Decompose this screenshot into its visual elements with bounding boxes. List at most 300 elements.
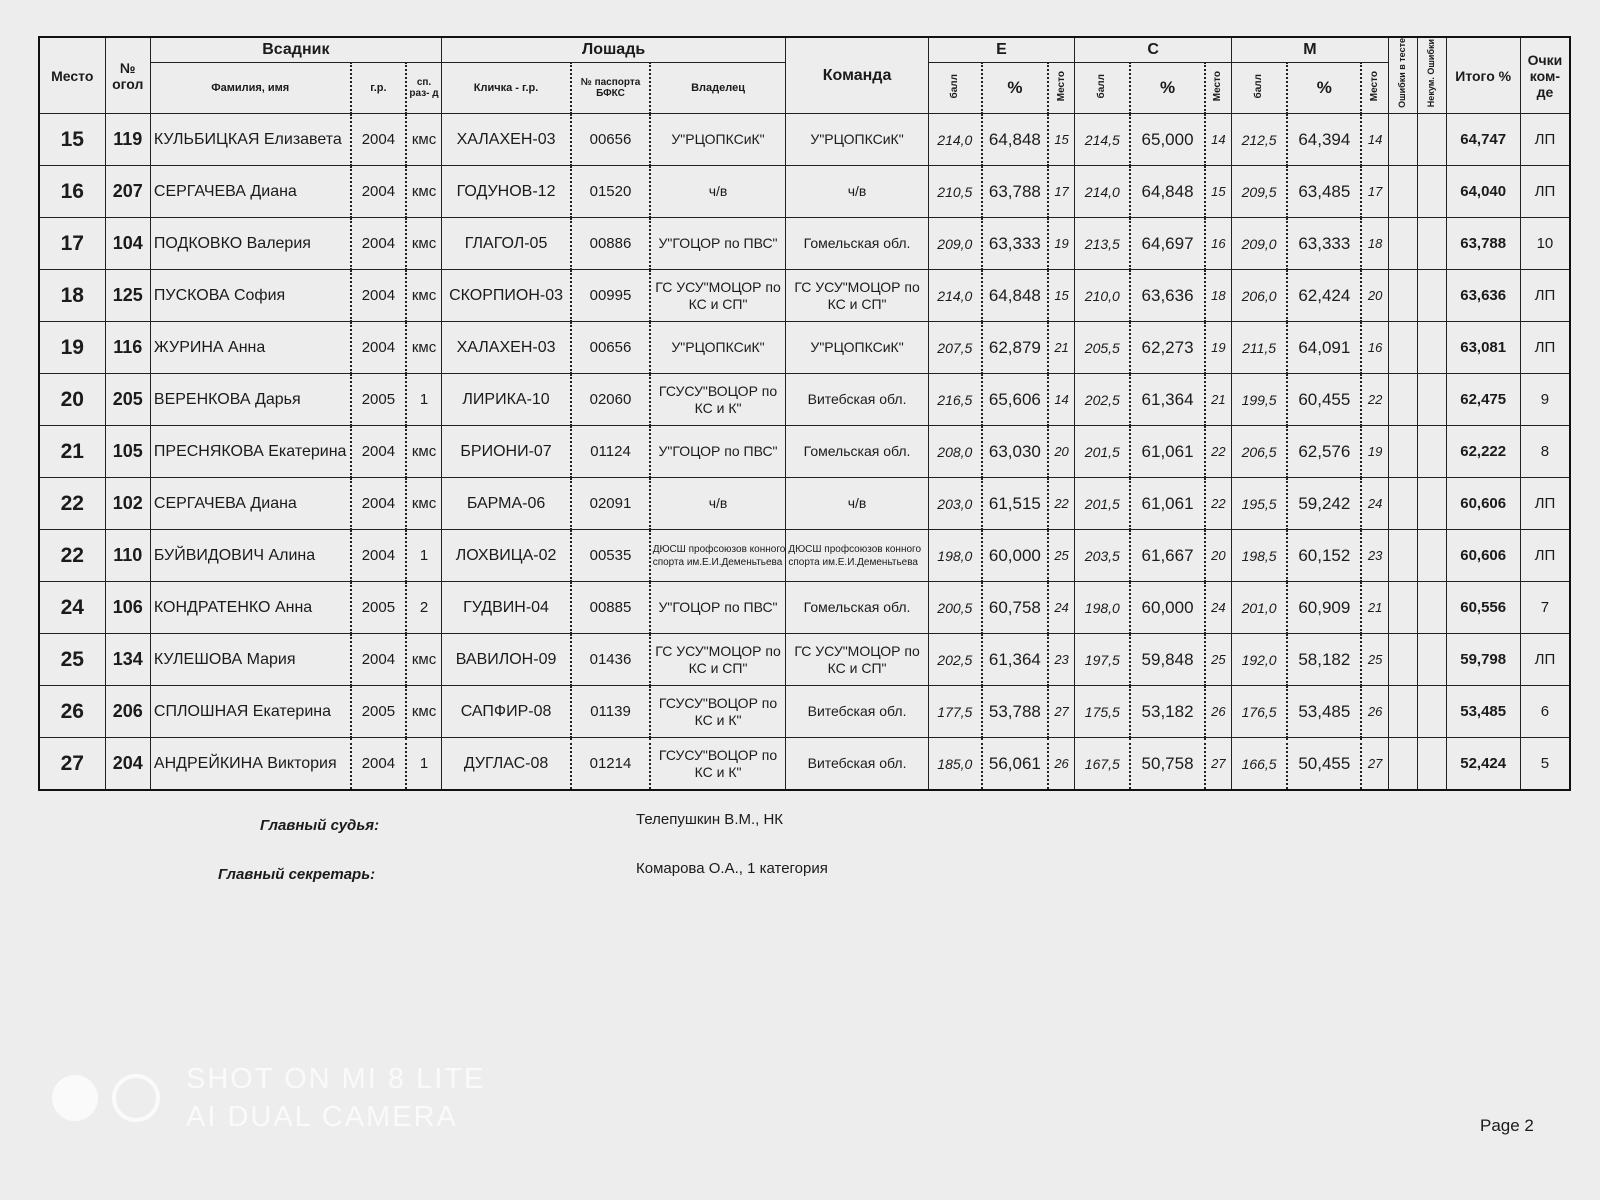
page-number: Page 2 [1480, 1116, 1534, 1135]
c-place-cell: 15 [1205, 166, 1232, 218]
m-score-cell: 198,5 [1231, 530, 1287, 582]
e-score-cell: 214,0 [928, 114, 982, 166]
c-percent-cell: 53,182 [1130, 686, 1204, 738]
c-place-cell: 16 [1205, 218, 1232, 270]
bib-cell: 106 [105, 582, 150, 634]
e-place-cell: 24 [1048, 582, 1075, 634]
watermark-ring-icon [112, 1074, 160, 1122]
c-percent-cell: 61,061 [1130, 426, 1204, 478]
e-percent-cell: 61,364 [982, 634, 1048, 686]
total-percent-cell: 63,636 [1446, 270, 1520, 322]
header-team: Команда [786, 37, 928, 114]
birth-year-cell: 2004 [351, 738, 407, 791]
e-score-cell: 207,5 [928, 322, 982, 374]
header-birth-year: г.р. [351, 63, 407, 114]
owner-cell: ГС УСУ"МОЦОР по КС и СП" [650, 270, 786, 322]
team-cell: Витебская обл. [786, 738, 928, 791]
header-m-percent: % [1287, 63, 1361, 114]
c-place-cell: 24 [1205, 582, 1232, 634]
horse-name-cell: БРИОНИ-07 [441, 426, 571, 478]
e-percent-cell: 65,606 [982, 374, 1048, 426]
m-percent-cell: 63,333 [1287, 218, 1361, 270]
c-score-cell: 214,5 [1075, 114, 1131, 166]
owner-cell: ГС УСУ"МОЦОР по КС и СП" [650, 634, 786, 686]
c-score-cell: 203,5 [1075, 530, 1131, 582]
errors-test-cell [1388, 218, 1417, 270]
watermark-line2: AI DUAL CAMERA [186, 1101, 458, 1133]
rank-cell: кмс [406, 478, 441, 530]
place-cell: 24 [39, 582, 105, 634]
team-cell: ч/в [786, 478, 928, 530]
e-score-cell: 185,0 [928, 738, 982, 791]
errors-test-cell [1388, 114, 1417, 166]
place-cell: 25 [39, 634, 105, 686]
m-percent-cell: 62,576 [1287, 426, 1361, 478]
birth-year-cell: 2004 [351, 166, 407, 218]
total-percent-cell: 62,222 [1446, 426, 1520, 478]
errors-test-cell [1388, 322, 1417, 374]
owner-cell: У"ГОЦОР по ПВС" [650, 426, 786, 478]
team-cell: ГС УСУ"МОЦОР по КС и СП" [786, 270, 928, 322]
e-percent-cell: 63,030 [982, 426, 1048, 478]
watermark-dot-icon [52, 1075, 98, 1121]
c-percent-cell: 61,061 [1130, 478, 1204, 530]
m-percent-cell: 62,424 [1287, 270, 1361, 322]
c-percent-cell: 61,667 [1130, 530, 1204, 582]
horse-name-cell: ЛОХВИЦА-02 [441, 530, 571, 582]
m-score-cell: 209,0 [1231, 218, 1287, 270]
e-place-cell: 22 [1048, 478, 1075, 530]
header-e-percent: % [982, 63, 1048, 114]
rider-name-cell: ЖУРИНА Анна [150, 322, 350, 374]
rider-name-cell: БУЙВИДОВИЧ Алина [150, 530, 350, 582]
birth-year-cell: 2004 [351, 322, 407, 374]
errors-test-cell [1388, 686, 1417, 738]
place-cell: 18 [39, 270, 105, 322]
header-judge-m: M [1231, 37, 1388, 63]
c-place-cell: 21 [1205, 374, 1232, 426]
table-row [39, 582, 1570, 634]
m-score-cell: 176,5 [1231, 686, 1287, 738]
header-errors-tech: Некум. Ошибки [1417, 37, 1446, 114]
c-place-cell: 22 [1205, 426, 1232, 478]
errors-test-cell [1388, 270, 1417, 322]
c-score-cell: 202,5 [1075, 374, 1131, 426]
e-percent-cell: 61,515 [982, 478, 1048, 530]
c-percent-cell: 50,758 [1130, 738, 1204, 791]
header-horse-group: Лошадь [441, 37, 786, 63]
team-points-cell: ЛП [1520, 634, 1570, 686]
m-percent-cell: 50,455 [1287, 738, 1361, 791]
errors-test-cell [1388, 426, 1417, 478]
rider-name-cell: КУЛЬБИЦКАЯ Елизавета [150, 114, 350, 166]
table-row [39, 686, 1570, 738]
c-place-cell: 26 [1205, 686, 1232, 738]
m-score-cell: 211,5 [1231, 322, 1287, 374]
team-points-cell: 7 [1520, 582, 1570, 634]
passport-cell: 01436 [571, 634, 649, 686]
c-score-cell: 175,5 [1075, 686, 1131, 738]
birth-year-cell: 2004 [351, 270, 407, 322]
e-score-cell: 216,5 [928, 374, 982, 426]
team-cell: Гомельская обл. [786, 582, 928, 634]
e-place-cell: 21 [1048, 322, 1075, 374]
errors-tech-cell [1417, 738, 1446, 791]
passport-cell: 02091 [571, 478, 649, 530]
total-percent-cell: 63,081 [1446, 322, 1520, 374]
horse-name-cell: БАРМА-06 [441, 478, 571, 530]
errors-tech-cell [1417, 270, 1446, 322]
rank-cell: кмс [406, 270, 441, 322]
table-row [39, 270, 1570, 322]
table-row [39, 530, 1570, 582]
place-cell: 20 [39, 374, 105, 426]
header-horse-name: Кличка - г.р. [441, 63, 571, 114]
e-percent-cell: 64,848 [982, 114, 1048, 166]
m-place-cell: 23 [1361, 530, 1388, 582]
team-points-cell: ЛП [1520, 322, 1570, 374]
c-score-cell: 201,5 [1075, 478, 1131, 530]
e-percent-cell: 63,333 [982, 218, 1048, 270]
e-score-cell: 214,0 [928, 270, 982, 322]
team-points-cell: ЛП [1520, 478, 1570, 530]
rank-cell: кмс [406, 114, 441, 166]
header-e-score: балл [928, 63, 982, 114]
e-percent-cell: 60,000 [982, 530, 1048, 582]
e-score-cell: 200,5 [928, 582, 982, 634]
e-place-cell: 26 [1048, 738, 1075, 791]
horse-name-cell: ГУДВИН-04 [441, 582, 571, 634]
rank-cell: кмс [406, 634, 441, 686]
passport-cell: 00535 [571, 530, 649, 582]
c-place-cell: 20 [1205, 530, 1232, 582]
errors-test-cell [1388, 738, 1417, 791]
team-points-cell: ЛП [1520, 166, 1570, 218]
m-percent-cell: 64,091 [1287, 322, 1361, 374]
rank-cell: кмс [406, 686, 441, 738]
horse-name-cell: ДУГЛАС-08 [441, 738, 571, 791]
place-cell: 22 [39, 478, 105, 530]
team-points-cell: ЛП [1520, 530, 1570, 582]
header-e-place: Место [1048, 63, 1075, 114]
rider-name-cell: КУЛЕШОВА Мария [150, 634, 350, 686]
c-place-cell: 27 [1205, 738, 1232, 791]
header-owner: Владелец [650, 63, 786, 114]
total-percent-cell: 60,556 [1446, 582, 1520, 634]
e-score-cell: 202,5 [928, 634, 982, 686]
birth-year-cell: 2004 [351, 218, 407, 270]
owner-cell: ч/в [650, 166, 786, 218]
owner-cell: У"РЦОПКСиК" [650, 322, 786, 374]
m-place-cell: 19 [1361, 426, 1388, 478]
place-cell: 16 [39, 166, 105, 218]
bib-cell: 110 [105, 530, 150, 582]
e-score-cell: 209,0 [928, 218, 982, 270]
e-score-cell: 210,5 [928, 166, 982, 218]
errors-tech-cell [1417, 686, 1446, 738]
total-percent-cell: 60,606 [1446, 478, 1520, 530]
errors-tech-cell [1417, 478, 1446, 530]
team-cell: У"РЦОПКСиК" [786, 114, 928, 166]
birth-year-cell: 2004 [351, 426, 407, 478]
team-cell: ГС УСУ"МОЦОР по КС и СП" [786, 634, 928, 686]
bib-cell: 205 [105, 374, 150, 426]
c-place-cell: 22 [1205, 478, 1232, 530]
total-percent-cell: 62,475 [1446, 374, 1520, 426]
m-place-cell: 27 [1361, 738, 1388, 791]
c-percent-cell: 61,364 [1130, 374, 1204, 426]
team-points-cell: 6 [1520, 686, 1570, 738]
place-cell: 27 [39, 738, 105, 791]
table-row [39, 374, 1570, 426]
c-score-cell: 201,5 [1075, 426, 1131, 478]
chief-secretary-name: Комарова О.А., 1 категория [636, 860, 828, 877]
m-score-cell: 166,5 [1231, 738, 1287, 791]
c-place-cell: 14 [1205, 114, 1232, 166]
e-score-cell: 198,0 [928, 530, 982, 582]
c-place-cell: 18 [1205, 270, 1232, 322]
e-score-cell: 208,0 [928, 426, 982, 478]
m-score-cell: 212,5 [1231, 114, 1287, 166]
rider-name-cell: ПОДКОВКО Валерия [150, 218, 350, 270]
team-cell: Гомельская обл. [786, 218, 928, 270]
c-score-cell: 210,0 [1075, 270, 1131, 322]
total-percent-cell: 63,788 [1446, 218, 1520, 270]
chief-judge-label: Главный судья: [260, 817, 380, 834]
e-place-cell: 17 [1048, 166, 1075, 218]
table-row [39, 166, 1570, 218]
errors-test-cell [1388, 582, 1417, 634]
e-percent-cell: 62,879 [982, 322, 1048, 374]
m-place-cell: 26 [1361, 686, 1388, 738]
e-percent-cell: 63,788 [982, 166, 1048, 218]
c-percent-cell: 62,273 [1130, 322, 1204, 374]
errors-tech-cell [1417, 218, 1446, 270]
rider-name-cell: СПЛОШНАЯ Екатерина [150, 686, 350, 738]
bib-cell: 207 [105, 166, 150, 218]
c-percent-cell: 64,697 [1130, 218, 1204, 270]
m-place-cell: 24 [1361, 478, 1388, 530]
c-score-cell: 197,5 [1075, 634, 1131, 686]
passport-cell: 00886 [571, 218, 649, 270]
header-bib: № огол [105, 37, 150, 114]
watermark-line1: SHOT ON MI 8 LITE [186, 1063, 486, 1095]
passport-cell: 02060 [571, 374, 649, 426]
errors-tech-cell [1417, 530, 1446, 582]
table-row [39, 426, 1570, 478]
header-rank: сп. раз- д [406, 63, 441, 114]
table-row [39, 738, 1570, 791]
c-place-cell: 19 [1205, 322, 1232, 374]
c-percent-cell: 63,636 [1130, 270, 1204, 322]
e-place-cell: 14 [1048, 374, 1075, 426]
bib-cell: 204 [105, 738, 150, 791]
passport-cell: 01139 [571, 686, 649, 738]
e-place-cell: 20 [1048, 426, 1075, 478]
e-place-cell: 27 [1048, 686, 1075, 738]
birth-year-cell: 2004 [351, 114, 407, 166]
team-cell: У"РЦОПКСиК" [786, 322, 928, 374]
horse-name-cell: ЛИРИКА-10 [441, 374, 571, 426]
m-score-cell: 209,5 [1231, 166, 1287, 218]
errors-tech-cell [1417, 426, 1446, 478]
birth-year-cell: 2004 [351, 634, 407, 686]
m-percent-cell: 64,394 [1287, 114, 1361, 166]
birth-year-cell: 2004 [351, 478, 407, 530]
errors-test-cell [1388, 634, 1417, 686]
horse-name-cell: ГОДУНОВ-12 [441, 166, 571, 218]
e-place-cell: 15 [1048, 114, 1075, 166]
team-cell: ДЮСШ профсоюзов конного спорта им.Е.И.Деменьтьева [786, 530, 928, 582]
results-table [38, 36, 1571, 791]
header-rider-group: Всадник [150, 37, 441, 63]
table-row [39, 114, 1570, 166]
m-place-cell: 20 [1361, 270, 1388, 322]
birth-year-cell: 2005 [351, 686, 407, 738]
errors-test-cell [1388, 374, 1417, 426]
errors-tech-cell [1417, 114, 1446, 166]
m-score-cell: 192,0 [1231, 634, 1287, 686]
passport-cell: 01214 [571, 738, 649, 791]
rider-name-cell: СЕРГАЧЕВА Диана [150, 478, 350, 530]
table-row [39, 218, 1570, 270]
owner-cell: ГСУСУ"ВОЦОР по КС и К" [650, 738, 786, 791]
c-percent-cell: 60,000 [1130, 582, 1204, 634]
m-percent-cell: 60,909 [1287, 582, 1361, 634]
place-cell: 15 [39, 114, 105, 166]
m-score-cell: 206,0 [1231, 270, 1287, 322]
c-score-cell: 198,0 [1075, 582, 1131, 634]
passport-cell: 01520 [571, 166, 649, 218]
header-errors-test: Ошибки в тесте [1388, 37, 1417, 114]
horse-name-cell: ГЛАГОЛ-05 [441, 218, 571, 270]
m-place-cell: 25 [1361, 634, 1388, 686]
errors-test-cell [1388, 530, 1417, 582]
bib-cell: 206 [105, 686, 150, 738]
rider-name-cell: АНДРЕЙКИНА Виктория [150, 738, 350, 791]
errors-test-cell [1388, 166, 1417, 218]
m-score-cell: 201,0 [1231, 582, 1287, 634]
errors-tech-cell [1417, 322, 1446, 374]
bib-cell: 102 [105, 478, 150, 530]
bib-cell: 105 [105, 426, 150, 478]
total-percent-cell: 64,040 [1446, 166, 1520, 218]
passport-cell: 01124 [571, 426, 649, 478]
e-score-cell: 177,5 [928, 686, 982, 738]
owner-cell: ДЮСШ профсоюзов конного спорта им.Е.И.Деменьтьева [650, 530, 786, 582]
birth-year-cell: 2004 [351, 530, 407, 582]
rank-cell: кмс [406, 218, 441, 270]
total-percent-cell: 60,606 [1446, 530, 1520, 582]
e-place-cell: 23 [1048, 634, 1075, 686]
place-cell: 26 [39, 686, 105, 738]
header-c-place: Место [1205, 63, 1232, 114]
m-score-cell: 195,5 [1231, 478, 1287, 530]
table-row [39, 634, 1570, 686]
m-place-cell: 16 [1361, 322, 1388, 374]
rank-cell: 1 [406, 530, 441, 582]
bib-cell: 104 [105, 218, 150, 270]
horse-name-cell: СКОРПИОН-03 [441, 270, 571, 322]
owner-cell: ГСУСУ"ВОЦОР по КС и К" [650, 686, 786, 738]
bib-cell: 116 [105, 322, 150, 374]
m-percent-cell: 63,485 [1287, 166, 1361, 218]
owner-cell: У"ГОЦОР по ПВС" [650, 218, 786, 270]
c-score-cell: 214,0 [1075, 166, 1131, 218]
horse-name-cell: ХАЛАХЕН-03 [441, 114, 571, 166]
birth-year-cell: 2005 [351, 374, 407, 426]
team-points-cell: ЛП [1520, 270, 1570, 322]
m-percent-cell: 59,242 [1287, 478, 1361, 530]
header-team-points: Очки ком- де [1520, 37, 1570, 114]
rank-cell: 1 [406, 374, 441, 426]
e-percent-cell: 60,758 [982, 582, 1048, 634]
rider-name-cell: ПУСКОВА София [150, 270, 350, 322]
table-row [39, 478, 1570, 530]
passport-cell: 00656 [571, 114, 649, 166]
place-cell: 22 [39, 530, 105, 582]
header-c-score: балл [1075, 63, 1131, 114]
rank-cell: кмс [406, 166, 441, 218]
e-percent-cell: 56,061 [982, 738, 1048, 791]
passport-cell: 00995 [571, 270, 649, 322]
team-points-cell: 8 [1520, 426, 1570, 478]
m-percent-cell: 53,485 [1287, 686, 1361, 738]
table-row [39, 322, 1570, 374]
team-cell: Витебская обл. [786, 374, 928, 426]
owner-cell: У"РЦОПКСиК" [650, 114, 786, 166]
total-percent-cell: 52,424 [1446, 738, 1520, 791]
team-cell: Витебская обл. [786, 686, 928, 738]
team-points-cell: 5 [1520, 738, 1570, 791]
header-m-score: балл [1231, 63, 1287, 114]
passport-cell: 00885 [571, 582, 649, 634]
team-points-cell: ЛП [1520, 114, 1570, 166]
team-points-cell: 10 [1520, 218, 1570, 270]
header-rider-name: Фамилия, имя [150, 63, 350, 114]
errors-test-cell [1388, 478, 1417, 530]
owner-cell: ГСУСУ"ВОЦОР по КС и К" [650, 374, 786, 426]
owner-cell: У"ГОЦОР по ПВС" [650, 582, 786, 634]
passport-cell: 00656 [571, 322, 649, 374]
chief-judge-name: Телепушкин В.М., НК [636, 811, 784, 828]
e-place-cell: 19 [1048, 218, 1075, 270]
e-place-cell: 15 [1048, 270, 1075, 322]
rider-name-cell: ВЕРЕНКОВА Дарья [150, 374, 350, 426]
errors-tech-cell [1417, 582, 1446, 634]
camera-watermark [52, 1060, 485, 1136]
bib-cell: 125 [105, 270, 150, 322]
place-cell: 19 [39, 322, 105, 374]
place-cell: 17 [39, 218, 105, 270]
results-body [39, 114, 1570, 791]
rank-cell: кмс [406, 426, 441, 478]
birth-year-cell: 2005 [351, 582, 407, 634]
bib-cell: 119 [105, 114, 150, 166]
total-percent-cell: 53,485 [1446, 686, 1520, 738]
m-score-cell: 206,5 [1231, 426, 1287, 478]
rider-name-cell: СЕРГАЧЕВА Диана [150, 166, 350, 218]
c-place-cell: 25 [1205, 634, 1232, 686]
rider-name-cell: КОНДРАТЕНКО Анна [150, 582, 350, 634]
total-percent-cell: 64,747 [1446, 114, 1520, 166]
m-percent-cell: 60,152 [1287, 530, 1361, 582]
team-cell: Гомельская обл. [786, 426, 928, 478]
header-m-place: Место [1361, 63, 1388, 114]
rider-name-cell: ПРЕСНЯКОВА Екатерина [150, 426, 350, 478]
total-percent-cell: 59,798 [1446, 634, 1520, 686]
rank-cell: 2 [406, 582, 441, 634]
